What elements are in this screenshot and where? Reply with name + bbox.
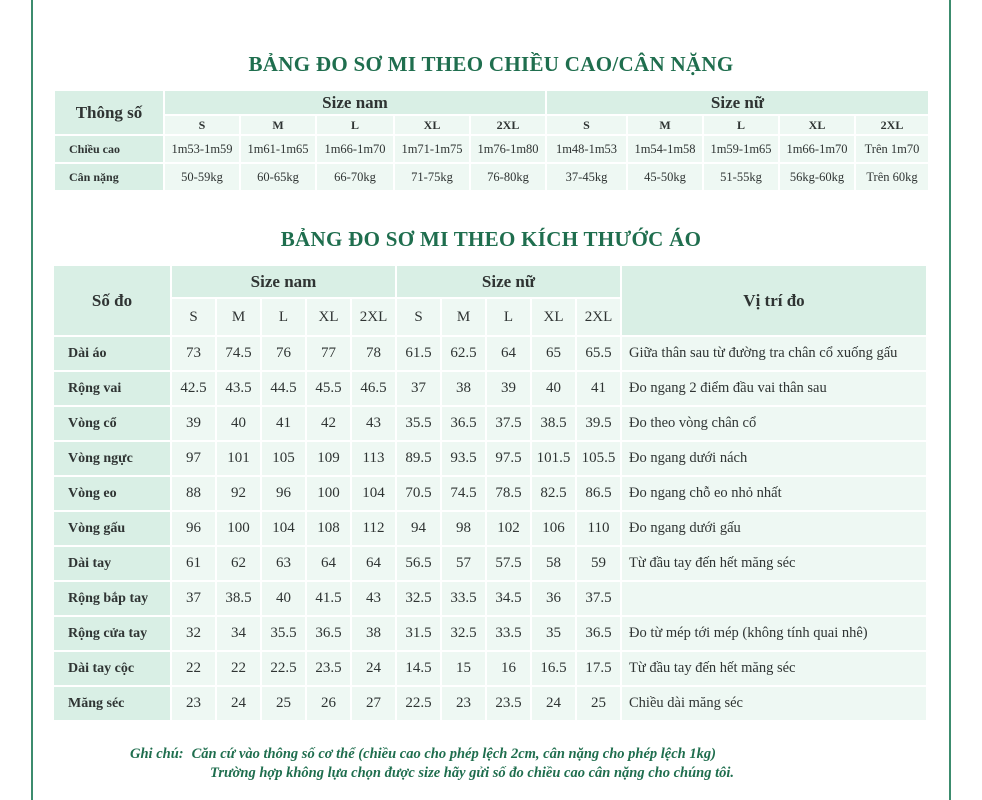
table2-size-header: L [487,299,530,335]
table2-cell: 61 [172,547,215,580]
table2-position-cell [622,582,926,615]
table2-cell: 36.5 [442,407,485,440]
table2-row-label: Vòng gấu [54,512,170,545]
table2-cell: 14.5 [397,652,440,685]
table2-cell: 77 [307,337,350,370]
table2-cell: 43 [352,407,395,440]
table2-row-label: Măng séc [54,687,170,720]
table1-cell: 71-75kg [395,164,469,190]
table2-cell: 36.5 [577,617,620,650]
table2-cell: 108 [307,512,350,545]
table2-cell: 34 [217,617,260,650]
table1-row [55,164,928,190]
table2-cell: 15 [442,652,485,685]
table2-cell: 27 [352,687,395,720]
table2-cell: 65 [532,337,575,370]
table1-male-group-header: Size nam [165,91,545,114]
table2-size-header: S [172,299,215,335]
table2-cell: 38 [442,372,485,405]
table2-cell: 94 [397,512,440,545]
table1-size-header: 2XL [471,116,545,134]
table2-cell: 41 [262,407,305,440]
table1-cell: 1m48-1m53 [547,136,626,162]
table2-row [54,652,926,685]
table2-cell: 44.5 [262,372,305,405]
table2-row [54,442,926,475]
height-weight-table [53,89,930,192]
table2-cell: 43 [352,582,395,615]
table2-cell: 56.5 [397,547,440,580]
table2-row [54,337,926,370]
table1-cell: 66-70kg [317,164,393,190]
table1-cell: 45-50kg [628,164,702,190]
table2-cell: 74.5 [217,337,260,370]
table2-cell: 22 [172,652,215,685]
table2-cell: 104 [262,512,305,545]
table2-cell: 112 [352,512,395,545]
table2-cell: 31.5 [397,617,440,650]
table2-cell: 23 [442,687,485,720]
table2-cell: 96 [262,477,305,510]
table2-cell: 88 [172,477,215,510]
table2-cell: 32 [172,617,215,650]
table2-cell: 65.5 [577,337,620,370]
table2-cell: 70.5 [397,477,440,510]
table2-size-header: XL [307,299,350,335]
table1-row [55,136,928,162]
table1-row-label: Chiều cao [55,136,163,162]
table2-cell: 38.5 [532,407,575,440]
table2-position-cell: Chiều dài măng séc [622,687,926,720]
table2-cell: 24 [217,687,260,720]
table1-cell: Trên 60kg [856,164,928,190]
table2-cell: 26 [307,687,350,720]
table2-cell: 33.5 [442,582,485,615]
table2-position-cell: Đo ngang dưới nách [622,442,926,475]
table2-position-cell: Đo ngang chỗ eo nhỏ nhất [622,477,926,510]
table2-size-header: M [217,299,260,335]
table2-cell: 64 [352,547,395,580]
table2-cell: 22.5 [262,652,305,685]
table2-female-group-header: Size nữ [397,266,620,297]
table2-row-label: Vòng eo [54,477,170,510]
table2-cell: 100 [307,477,350,510]
table2-cell: 97.5 [487,442,530,475]
table2-cell: 62.5 [442,337,485,370]
table1-cell: 60-65kg [241,164,315,190]
table2-cell: 101.5 [532,442,575,475]
table2-cell: 97 [172,442,215,475]
table2-cell: 39.5 [577,407,620,440]
table2-cell: 41.5 [307,582,350,615]
right-border-line [949,0,951,800]
table2-cell: 102 [487,512,530,545]
table2-cell: 61.5 [397,337,440,370]
table1-cell: 1m54-1m58 [628,136,702,162]
table2-corner-header: Số đo [54,266,170,335]
table2-cell: 37.5 [577,582,620,615]
table2-cell: 37 [172,582,215,615]
table2-cell: 101 [217,442,260,475]
table2-row [54,617,926,650]
table1-cell: 1m59-1m65 [704,136,778,162]
table2-cell: 73 [172,337,215,370]
table2-cell: 33.5 [487,617,530,650]
table2-row-label: Dài tay cộc [54,652,170,685]
table2-cell: 23.5 [307,652,350,685]
table2-row [54,687,926,720]
table2-cell: 17.5 [577,652,620,685]
table1-corner-header: Thông số [55,91,163,134]
table2-position-cell: Từ đầu tay đến hết măng séc [622,652,926,685]
table2-cell: 32.5 [397,582,440,615]
table1-cell: 50-59kg [165,164,239,190]
table2-position-cell: Đo ngang 2 điểm đầu vai thân sau [622,372,926,405]
table1-cell: 1m71-1m75 [395,136,469,162]
table2-cell: 35.5 [262,617,305,650]
table2-cell: 37 [397,372,440,405]
table2-cell: 109 [307,442,350,475]
table2-cell: 39 [172,407,215,440]
table1-title: BẢNG ĐO SƠ MI THEO CHIỀU CAO/CÂN NẶNG [248,52,734,76]
table2-cell: 93.5 [442,442,485,475]
table2-cell: 16 [487,652,530,685]
table2-cell: 38 [352,617,395,650]
table2-cell: 64 [487,337,530,370]
table1-cell: Trên 1m70 [856,136,928,162]
table2-cell: 110 [577,512,620,545]
table2-cell: 40 [532,372,575,405]
note-text-1: Căn cứ vào thông số cơ thể (chiều cao cho phép lệch 2cm, cân nặng cho phép lệch 1kg) [191,746,716,762]
table2-cell: 36 [532,582,575,615]
table2-cell: 92 [217,477,260,510]
table2-row [54,582,926,615]
table1-cell: 76-80kg [471,164,545,190]
table2-cell: 25 [262,687,305,720]
table2-cell: 86.5 [577,477,620,510]
table2-cell: 25 [577,687,620,720]
table2-row-label: Vòng ngực [54,442,170,475]
table2-cell: 42.5 [172,372,215,405]
table2-position-cell: Từ đầu tay đến hết măng séc [622,547,926,580]
table2-cell: 82.5 [532,477,575,510]
table1-size-header: L [317,116,393,134]
table1-cell: 1m53-1m59 [165,136,239,162]
table1-row-label: Cân nặng [55,164,163,190]
table2-cell: 22.5 [397,687,440,720]
table2-position-header: Vị trí đo [622,266,926,335]
table2-cell: 45.5 [307,372,350,405]
table1-cell: 37-45kg [547,164,626,190]
table1-female-group-header: Size nữ [547,91,928,114]
table2-title: BẢNG ĐO SƠ MI THEO KÍCH THƯỚC ÁO [280,227,702,251]
table2-cell: 59 [577,547,620,580]
table2-cell: 62 [217,547,260,580]
table2-row-label: Rộng bắp tay [54,582,170,615]
table1-size-header: M [241,116,315,134]
table2-cell: 35.5 [397,407,440,440]
table2-size-header: M [442,299,485,335]
table2-cell: 58 [532,547,575,580]
table2-row-label: Vòng cổ [54,407,170,440]
table2-cell: 96 [172,512,215,545]
table2-cell: 43.5 [217,372,260,405]
table2-cell: 42 [307,407,350,440]
table2-cell: 113 [352,442,395,475]
table1-cell: 1m76-1m80 [471,136,545,162]
table2-cell: 64 [307,547,350,580]
table2-cell: 106 [532,512,575,545]
table2-cell: 74.5 [442,477,485,510]
table2-row-label: Rộng cửa tay [54,617,170,650]
table1-size-header: XL [780,116,854,134]
table1-size-header: S [165,116,239,134]
table2-cell: 104 [352,477,395,510]
table1-cell: 1m61-1m65 [241,136,315,162]
table2-male-group-header: Size nam [172,266,395,297]
table2-row-label: Dài áo [54,337,170,370]
table2-cell: 40 [262,582,305,615]
table2-size-header: 2XL [577,299,620,335]
table2-cell: 78 [352,337,395,370]
left-border-line [31,0,33,800]
table2-cell: 40 [217,407,260,440]
table2-size-header: L [262,299,305,335]
table2-row-label: Dài tay [54,547,170,580]
table2-row [54,372,926,405]
table2-cell: 32.5 [442,617,485,650]
table2-cell: 98 [442,512,485,545]
table1-cell: 51-55kg [704,164,778,190]
table2-cell: 76 [262,337,305,370]
table1-size-header: S [547,116,626,134]
table2-cell: 41 [577,372,620,405]
table2-size-header: 2XL [352,299,395,335]
table2-row-label: Rộng vai [54,372,170,405]
table2-cell: 23 [172,687,215,720]
table2-position-cell: Đo từ mép tới mép (không tính quai nhê) [622,617,926,650]
table1-cell: 56kg-60kg [780,164,854,190]
table2-row [54,512,926,545]
table2-cell: 89.5 [397,442,440,475]
table2-cell: 16.5 [532,652,575,685]
table2-cell: 105 [262,442,305,475]
table2-cell: 38.5 [217,582,260,615]
table2-cell: 57 [442,547,485,580]
table2-cell: 100 [217,512,260,545]
table2-cell: 39 [487,372,530,405]
table2-cell: 22 [217,652,260,685]
note-line-1 [130,746,890,763]
table2-position-cell: Đo ngang dưới gấu [622,512,926,545]
table2-cell: 36.5 [307,617,350,650]
table2-cell: 105.5 [577,442,620,475]
table1-cell: 1m66-1m70 [317,136,393,162]
table2-row [54,407,926,440]
table1-cell: 1m66-1m70 [780,136,854,162]
table2-cell: 37.5 [487,407,530,440]
table2-cell: 24 [352,652,395,685]
table1-size-header: 2XL [856,116,928,134]
table2-cell: 34.5 [487,582,530,615]
note-label: Ghi chú: [130,746,184,762]
table2-cell: 35 [532,617,575,650]
table2-position-cell: Giữa thân sau từ đường tra chân cổ xuống gấu [622,337,926,370]
table2-row [54,547,926,580]
table2-cell: 24 [532,687,575,720]
table2-cell: 46.5 [352,372,395,405]
table2-size-header: XL [532,299,575,335]
table2-cell: 78.5 [487,477,530,510]
note-line-2: Trường hợp không lựa chọn được size hãy gửi số đo chiều cao cân nặng cho chúng tôi. [210,765,735,781]
table2-size-header: S [397,299,440,335]
garment-measurement-table [52,264,928,722]
table1-size-header: M [628,116,702,134]
table2-position-cell: Đo theo vòng chân cổ [622,407,926,440]
table2-cell: 63 [262,547,305,580]
table1-size-header: XL [395,116,469,134]
table2-cell: 57.5 [487,547,530,580]
table2-row [54,477,926,510]
table1-size-header: L [704,116,778,134]
table2-cell: 23.5 [487,687,530,720]
